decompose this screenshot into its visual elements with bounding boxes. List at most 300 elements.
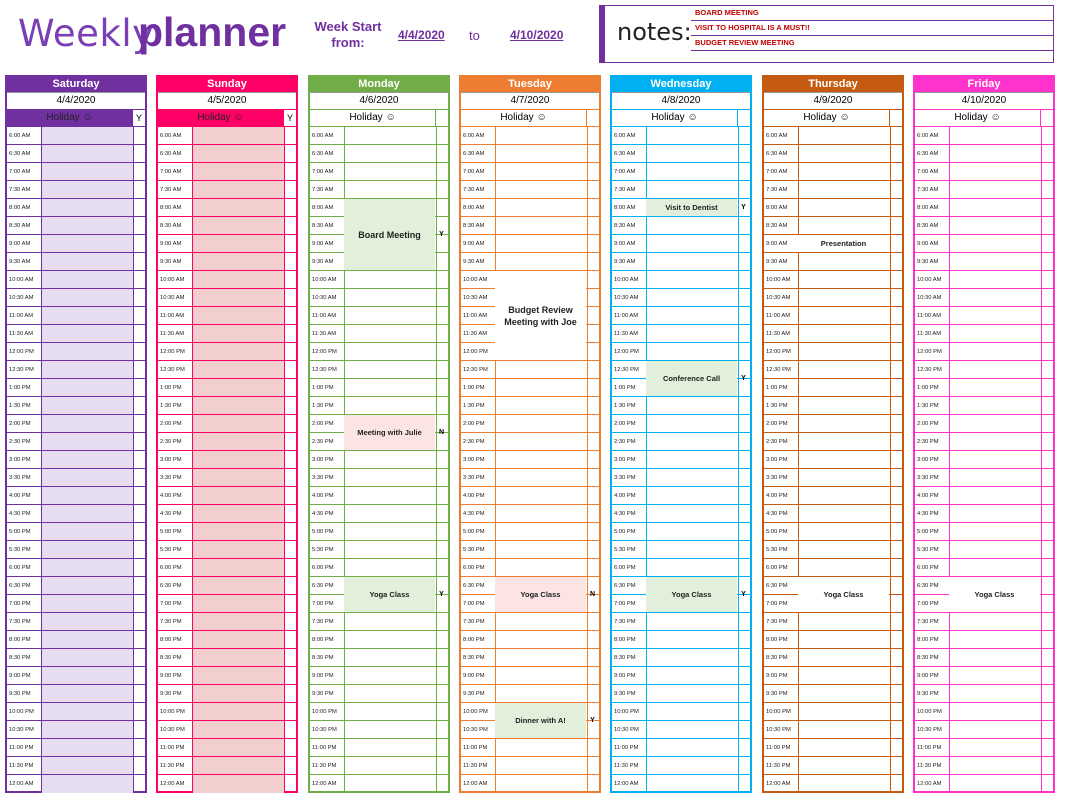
slot-body[interactable] (496, 631, 587, 648)
time-slot[interactable] (7, 271, 145, 289)
slot-body[interactable] (647, 253, 738, 270)
slot-body[interactable] (647, 631, 738, 648)
slot-flag[interactable] (284, 199, 296, 216)
slot-flag[interactable] (738, 163, 750, 180)
time-slot[interactable] (310, 325, 448, 343)
slot-flag[interactable] (284, 757, 296, 774)
slot-body[interactable] (950, 307, 1041, 324)
slot-body[interactable] (496, 145, 587, 162)
slot-flag[interactable] (1041, 415, 1053, 432)
slot-body[interactable] (950, 235, 1041, 252)
slot-flag[interactable] (587, 505, 599, 522)
slot-flag[interactable] (738, 271, 750, 288)
slot-body[interactable] (647, 721, 738, 738)
slot-flag[interactable] (133, 469, 145, 486)
time-slot[interactable] (915, 559, 1053, 577)
event-flag[interactable]: Y (741, 204, 746, 211)
slot-flag[interactable] (738, 685, 750, 702)
slot-body[interactable] (647, 307, 738, 324)
event-flag[interactable]: Y (741, 591, 746, 598)
slot-body[interactable] (799, 145, 890, 162)
time-slot[interactable] (310, 703, 448, 721)
time-slot[interactable] (158, 343, 296, 361)
slot-flag[interactable] (133, 433, 145, 450)
slot-flag[interactable] (436, 181, 448, 198)
time-slot[interactable] (764, 181, 902, 199)
time-slot[interactable] (915, 127, 1053, 145)
slot-body[interactable] (193, 217, 284, 234)
slot-body[interactable] (647, 397, 738, 414)
slot-body[interactable] (647, 163, 738, 180)
slot-body[interactable] (193, 685, 284, 702)
slot-flag[interactable] (587, 613, 599, 630)
slot-body[interactable] (950, 181, 1041, 198)
time-slot[interactable] (158, 595, 296, 613)
time-slot[interactable] (915, 757, 1053, 775)
slot-flag[interactable] (1041, 631, 1053, 648)
time-slot[interactable] (461, 523, 599, 541)
slot-flag[interactable] (133, 289, 145, 306)
slot-body[interactable] (193, 577, 284, 594)
slot-body[interactable] (193, 307, 284, 324)
slot-body[interactable] (647, 523, 738, 540)
slot-body[interactable] (193, 271, 284, 288)
slot-flag[interactable] (1041, 199, 1053, 216)
time-slot[interactable] (764, 721, 902, 739)
slot-flag[interactable] (890, 361, 902, 378)
time-slot[interactable] (461, 451, 599, 469)
slot-flag[interactable] (133, 163, 145, 180)
slot-body[interactable] (42, 415, 133, 432)
slot-body[interactable] (950, 217, 1041, 234)
slot-flag[interactable] (436, 271, 448, 288)
time-slot[interactable] (612, 325, 750, 343)
time-slot[interactable] (764, 289, 902, 307)
slot-flag[interactable] (738, 649, 750, 666)
slot-flag[interactable] (1041, 577, 1053, 594)
time-slot[interactable] (612, 253, 750, 271)
time-slot[interactable] (764, 271, 902, 289)
slot-body[interactable] (950, 253, 1041, 270)
slot-flag[interactable] (587, 235, 599, 252)
slot-flag[interactable] (133, 649, 145, 666)
slot-body[interactable] (647, 433, 738, 450)
time-slot[interactable] (461, 757, 599, 775)
time-slot[interactable] (310, 667, 448, 685)
slot-flag[interactable] (890, 217, 902, 234)
slot-body[interactable] (193, 433, 284, 450)
slot-body[interactable] (647, 451, 738, 468)
slot-flag[interactable] (133, 127, 145, 144)
slot-flag[interactable] (1041, 343, 1053, 360)
slot-flag[interactable] (284, 379, 296, 396)
slot-body[interactable] (647, 541, 738, 558)
time-slot[interactable] (461, 541, 599, 559)
slot-flag[interactable] (738, 307, 750, 324)
slot-flag[interactable] (738, 343, 750, 360)
slot-body[interactable] (345, 523, 436, 540)
slot-flag[interactable] (133, 325, 145, 342)
slot-body[interactable] (345, 127, 436, 144)
time-slot[interactable] (158, 775, 296, 793)
slot-flag[interactable] (1041, 145, 1053, 162)
time-slot[interactable] (461, 469, 599, 487)
slot-body[interactable] (193, 361, 284, 378)
slot-flag[interactable] (738, 235, 750, 252)
time-slot[interactable] (158, 757, 296, 775)
slot-body[interactable] (496, 433, 587, 450)
time-slot[interactable] (310, 181, 448, 199)
slot-body[interactable] (345, 397, 436, 414)
slot-flag[interactable] (738, 451, 750, 468)
slot-flag[interactable] (890, 631, 902, 648)
slot-body[interactable] (647, 235, 738, 252)
slot-body[interactable] (193, 595, 284, 612)
time-slot[interactable] (310, 487, 448, 505)
slot-body[interactable] (345, 181, 436, 198)
slot-body[interactable] (950, 775, 1041, 793)
time-slot[interactable] (915, 631, 1053, 649)
slot-flag[interactable] (587, 253, 599, 270)
slot-body[interactable] (950, 757, 1041, 774)
slot-body[interactable] (42, 433, 133, 450)
slot-body[interactable] (193, 415, 284, 432)
slot-body[interactable] (950, 685, 1041, 702)
slot-body[interactable] (496, 523, 587, 540)
time-slot[interactable] (915, 667, 1053, 685)
slot-flag[interactable] (436, 163, 448, 180)
slot-body[interactable] (42, 541, 133, 558)
event-block[interactable]: Conference Call (646, 361, 737, 396)
slot-flag[interactable] (890, 703, 902, 720)
time-slot[interactable] (612, 433, 750, 451)
slot-flag[interactable] (738, 703, 750, 720)
slot-flag[interactable] (133, 667, 145, 684)
time-slot[interactable] (461, 379, 599, 397)
slot-flag[interactable] (1041, 181, 1053, 198)
slot-flag[interactable] (738, 433, 750, 450)
slot-flag[interactable] (436, 757, 448, 774)
slot-body[interactable] (345, 163, 436, 180)
slot-flag[interactable] (890, 451, 902, 468)
time-slot[interactable] (612, 487, 750, 505)
slot-body[interactable] (193, 343, 284, 360)
slot-flag[interactable] (436, 325, 448, 342)
slot-flag[interactable] (1041, 163, 1053, 180)
slot-flag[interactable] (587, 163, 599, 180)
slot-body[interactable] (42, 523, 133, 540)
slot-flag[interactable] (587, 757, 599, 774)
slot-body[interactable] (496, 775, 587, 793)
slot-body[interactable] (345, 739, 436, 756)
slot-body[interactable] (496, 163, 587, 180)
slot-body[interactable] (345, 325, 436, 342)
time-slot[interactable] (612, 739, 750, 757)
slot-flag[interactable] (284, 343, 296, 360)
slot-body[interactable] (345, 469, 436, 486)
slot-flag[interactable] (284, 145, 296, 162)
time-slot[interactable] (158, 649, 296, 667)
time-slot[interactable] (158, 415, 296, 433)
slot-flag[interactable] (133, 613, 145, 630)
slot-flag[interactable] (738, 757, 750, 774)
time-slot[interactable] (764, 703, 902, 721)
slot-body[interactable] (799, 739, 890, 756)
slot-body[interactable] (950, 361, 1041, 378)
time-slot[interactable] (461, 739, 599, 757)
slot-body[interactable] (42, 343, 133, 360)
slot-flag[interactable] (587, 451, 599, 468)
holiday-flag[interactable] (1040, 110, 1053, 126)
slot-body[interactable] (950, 379, 1041, 396)
time-slot[interactable] (612, 469, 750, 487)
slot-body[interactable] (799, 487, 890, 504)
event-block[interactable]: Presentation (798, 235, 889, 252)
slot-body[interactable] (193, 775, 284, 793)
time-slot[interactable] (310, 505, 448, 523)
slot-flag[interactable] (890, 199, 902, 216)
slot-body[interactable] (799, 757, 890, 774)
slot-flag[interactable] (890, 289, 902, 306)
slot-flag[interactable] (890, 433, 902, 450)
time-slot[interactable] (764, 145, 902, 163)
slot-flag[interactable] (133, 217, 145, 234)
slot-body[interactable] (950, 559, 1041, 576)
time-slot[interactable] (7, 613, 145, 631)
time-slot[interactable] (915, 361, 1053, 379)
slot-body[interactable] (193, 667, 284, 684)
slot-flag[interactable] (436, 469, 448, 486)
time-slot[interactable] (764, 631, 902, 649)
time-slot[interactable] (158, 559, 296, 577)
time-slot[interactable] (764, 253, 902, 271)
time-slot[interactable] (461, 235, 599, 253)
time-slot[interactable] (7, 577, 145, 595)
slot-body[interactable] (42, 469, 133, 486)
slot-body[interactable] (42, 397, 133, 414)
holiday-row[interactable] (158, 110, 296, 127)
slot-body[interactable] (799, 433, 890, 450)
time-slot[interactable] (612, 703, 750, 721)
slot-body[interactable] (193, 631, 284, 648)
time-slot[interactable] (612, 631, 750, 649)
time-slot[interactable] (158, 721, 296, 739)
time-slot[interactable] (310, 523, 448, 541)
holiday-flag[interactable] (435, 110, 448, 126)
slot-body[interactable] (193, 469, 284, 486)
time-slot[interactable] (310, 541, 448, 559)
time-slot[interactable] (310, 649, 448, 667)
slot-flag[interactable] (890, 559, 902, 576)
slot-flag[interactable] (890, 523, 902, 540)
slot-flag[interactable] (436, 685, 448, 702)
slot-flag[interactable] (738, 487, 750, 504)
time-slot[interactable] (461, 487, 599, 505)
time-slot[interactable] (764, 199, 902, 217)
slot-flag[interactable] (284, 667, 296, 684)
time-slot[interactable] (158, 199, 296, 217)
slot-body[interactable] (799, 469, 890, 486)
slot-flag[interactable] (587, 307, 599, 324)
slot-body[interactable] (193, 523, 284, 540)
time-slot[interactable] (310, 361, 448, 379)
time-slot[interactable] (310, 163, 448, 181)
slot-flag[interactable] (284, 739, 296, 756)
slot-body[interactable] (42, 685, 133, 702)
time-slot[interactable] (764, 757, 902, 775)
slot-flag[interactable] (587, 775, 599, 793)
slot-body[interactable] (950, 613, 1041, 630)
slot-body[interactable] (950, 487, 1041, 504)
slot-flag[interactable] (738, 667, 750, 684)
slot-flag[interactable] (1041, 541, 1053, 558)
slot-body[interactable] (42, 145, 133, 162)
slot-body[interactable] (950, 433, 1041, 450)
slot-body[interactable] (799, 559, 890, 576)
slot-flag[interactable] (133, 415, 145, 432)
time-slot[interactable] (764, 649, 902, 667)
slot-body[interactable] (647, 343, 738, 360)
time-slot[interactable] (612, 505, 750, 523)
slot-flag[interactable] (284, 505, 296, 522)
time-slot[interactable] (461, 127, 599, 145)
time-slot[interactable] (7, 235, 145, 253)
slot-body[interactable] (496, 415, 587, 432)
slot-body[interactable] (345, 361, 436, 378)
slot-body[interactable] (950, 631, 1041, 648)
slot-flag[interactable] (1041, 595, 1053, 612)
time-slot[interactable] (7, 721, 145, 739)
time-slot[interactable] (461, 253, 599, 271)
slot-flag[interactable] (890, 235, 902, 252)
time-slot[interactable] (7, 253, 145, 271)
event-flag[interactable]: Y (741, 375, 746, 382)
slot-flag[interactable] (436, 667, 448, 684)
time-slot[interactable] (915, 505, 1053, 523)
time-slot[interactable] (7, 739, 145, 757)
time-slot[interactable] (915, 235, 1053, 253)
holiday-row[interactable] (461, 110, 599, 127)
slot-body[interactable] (42, 649, 133, 666)
slot-body[interactable] (193, 253, 284, 270)
slot-flag[interactable] (1041, 721, 1053, 738)
slot-flag[interactable] (133, 577, 145, 594)
time-slot[interactable] (461, 415, 599, 433)
time-slot[interactable] (461, 145, 599, 163)
time-slot[interactable] (310, 397, 448, 415)
slot-body[interactable] (345, 613, 436, 630)
slot-body[interactable] (647, 415, 738, 432)
event-flag[interactable]: N (438, 429, 445, 436)
slot-body[interactable] (647, 127, 738, 144)
slot-flag[interactable] (1041, 253, 1053, 270)
time-slot[interactable] (158, 577, 296, 595)
time-slot[interactable] (915, 289, 1053, 307)
slot-body[interactable] (647, 667, 738, 684)
slot-body[interactable] (193, 739, 284, 756)
time-slot[interactable] (612, 775, 750, 793)
slot-body[interactable] (496, 361, 587, 378)
slot-body[interactable] (42, 775, 133, 793)
holiday-flag[interactable]: Y (283, 110, 296, 126)
time-slot[interactable] (461, 181, 599, 199)
time-slot[interactable] (7, 217, 145, 235)
slot-flag[interactable] (284, 577, 296, 594)
time-slot[interactable] (461, 775, 599, 793)
time-slot[interactable] (915, 433, 1053, 451)
slot-body[interactable] (799, 181, 890, 198)
slot-body[interactable] (193, 325, 284, 342)
time-slot[interactable] (461, 397, 599, 415)
time-slot[interactable] (158, 181, 296, 199)
time-slot[interactable] (764, 163, 902, 181)
slot-flag[interactable] (890, 667, 902, 684)
slot-body[interactable] (42, 289, 133, 306)
slot-flag[interactable] (587, 217, 599, 234)
slot-flag[interactable] (436, 739, 448, 756)
time-slot[interactable] (461, 433, 599, 451)
slot-body[interactable] (799, 505, 890, 522)
slot-body[interactable] (42, 505, 133, 522)
slot-flag[interactable] (890, 505, 902, 522)
time-slot[interactable] (158, 433, 296, 451)
slot-flag[interactable] (587, 397, 599, 414)
slot-flag[interactable] (133, 487, 145, 504)
slot-body[interactable] (950, 541, 1041, 558)
slot-body[interactable] (950, 451, 1041, 468)
slot-body[interactable] (42, 127, 133, 144)
slot-flag[interactable] (133, 145, 145, 162)
time-slot[interactable] (612, 757, 750, 775)
time-slot[interactable] (764, 667, 902, 685)
slot-body[interactable] (647, 289, 738, 306)
slot-body[interactable] (193, 397, 284, 414)
time-slot[interactable] (7, 199, 145, 217)
time-slot[interactable] (915, 181, 1053, 199)
event-flag[interactable]: Y (439, 591, 444, 598)
slot-flag[interactable] (890, 577, 902, 594)
event-flag[interactable]: N (589, 591, 596, 598)
slot-flag[interactable] (436, 631, 448, 648)
note-item[interactable]: BOARD MEETING (691, 6, 1053, 21)
slot-flag[interactable] (587, 541, 599, 558)
slot-flag[interactable] (436, 379, 448, 396)
event-flag[interactable]: Y (439, 231, 444, 238)
slot-body[interactable] (42, 307, 133, 324)
time-slot[interactable] (310, 739, 448, 757)
slot-flag[interactable] (890, 307, 902, 324)
slot-flag[interactable] (133, 559, 145, 576)
time-slot[interactable] (310, 127, 448, 145)
time-slot[interactable] (915, 703, 1053, 721)
slot-body[interactable] (799, 631, 890, 648)
slot-body[interactable] (496, 667, 587, 684)
time-slot[interactable] (915, 721, 1053, 739)
slot-flag[interactable] (587, 739, 599, 756)
slot-body[interactable] (647, 685, 738, 702)
slot-flag[interactable] (436, 505, 448, 522)
time-slot[interactable] (461, 217, 599, 235)
slot-flag[interactable] (1041, 361, 1053, 378)
slot-body[interactable] (950, 127, 1041, 144)
time-slot[interactable] (915, 253, 1053, 271)
event-block[interactable]: Yoga Class (495, 577, 586, 612)
time-slot[interactable] (461, 361, 599, 379)
slot-flag[interactable] (1041, 451, 1053, 468)
slot-body[interactable] (193, 505, 284, 522)
slot-flag[interactable] (133, 757, 145, 774)
slot-body[interactable] (496, 685, 587, 702)
